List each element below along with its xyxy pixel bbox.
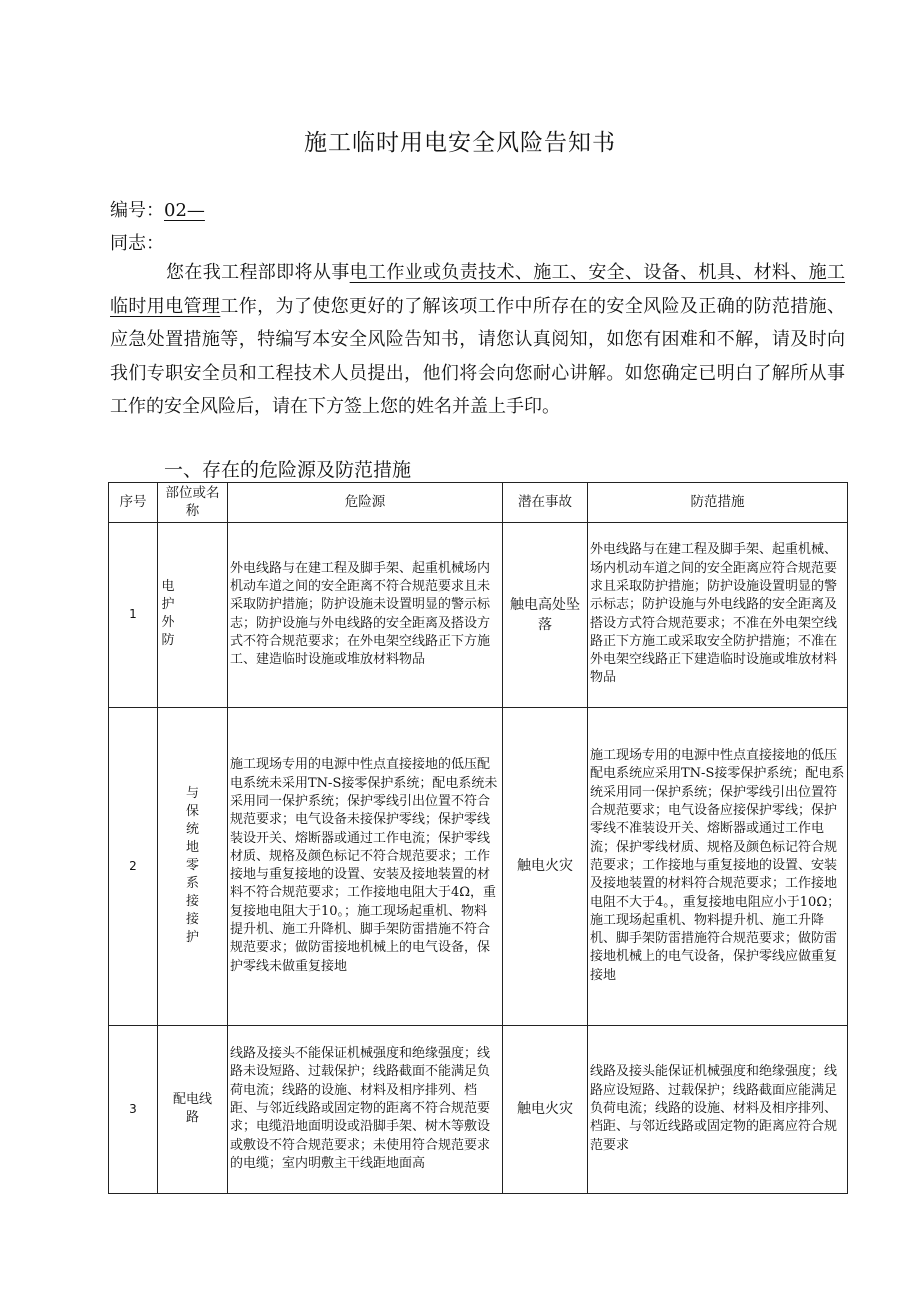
row-measure: 外电线路与在建工程及脚手架、起重机械、场内机动车道之间的安全距离应符合规范要求且采取防护措施；防护设施设置明显的警示标志；防护设施与外电线路的安全距离及搭设方式符合规范要求；不准在外电架空线路正下方施工或采取安全防护措施；不准在外电架空线路正下建造临时设施或堆放材料物品: [588, 522, 848, 707]
row-location: [158, 707, 228, 1025]
row-hazard: 施工现场专用的电源中性点直接接地的低压配电系统未采用TN-S接零保护系统；配电系统未采用同一保护系统；保护零线引出位置不符合规范要求；电气设备未接保护零线；保护零线装设开关、熔断器或通过工作电流；保护零线材质、规格及颜色标记不符合规范要求；工作接地与重复接地的设置、安装及接地装置的材料不符合规范要求；工作接地电阻大于4Ω，重复接地电阻大于10。；施工现场起重机、物料提升机、施工升降机、脚手架防雷措施不符合规范要求；做防雷接地机械上的电气设备，保护零线未做重复接地: [228, 707, 503, 1025]
intro-suffix: 工作，为了使您更好的了解该项工作中所存在的安全风险及正确的防范措施、应急处置措施等，特编写本安全风险告知书，请您认真阅知，如您有困难和不解，请及时向我们专职安全员和工程技术人员提出，他们将会向您耐心讲解。如您确定已明白了解所从事工作的安全风险后，请在下方签上您的姓名并盖上手印。: [110, 295, 846, 417]
row-accident: 触电高处坠落: [503, 522, 588, 707]
section-heading: 一、存在的危险源及防范措施: [164, 459, 412, 481]
document-number: [110, 196, 205, 222]
row-location-text: 电护外防: [161, 579, 175, 649]
row-hazard: 线路及接头不能保证机械强度和绝缘强度；线路未设短路、过载保护；线路截面不能满足负荷电流；线路的设施、材料及相序排列、档距、与邻近线路或固定物的距离不符合规范要求；电缆沿地面明设或沿脚手架、树木等敷设或敷设不符合规范要求；未使用符合规范要求的电缆；室内明敷主干线距地面高: [228, 1025, 503, 1193]
hazard-table: [108, 482, 848, 1194]
row-location-text: 与保统地零系接接护: [185, 785, 199, 945]
table-row: [109, 707, 848, 1025]
header-location: 部位或名称: [158, 483, 228, 523]
document-title: 施工临时用电安全风险告知书: [304, 130, 616, 156]
intro-prefix: 您在我工程部即将从事: [166, 262, 350, 283]
row-location: [158, 522, 228, 707]
row-location: [158, 1025, 228, 1193]
row-index: 1: [109, 522, 158, 707]
number-value: 02—: [164, 200, 205, 221]
header-measure: 防范措施: [588, 483, 848, 523]
intro-paragraph: [110, 256, 845, 424]
intro-underlined-role: 电工作业或负责技术、施工、安全、设备、机具、材料、施工临时用电管理: [110, 262, 846, 317]
header-index: 序号: [109, 483, 158, 523]
header-hazard: 危险源: [228, 483, 503, 523]
table-row: [109, 522, 848, 707]
row-accident: 触电火灾: [503, 707, 588, 1025]
row-location-text: 配电线路: [172, 1091, 212, 1125]
row-measure: 施工现场专用的电源中性点直接接地的低压配电系统应采用TN-S接零保护系统；配电系统采用同一保护系统；保护零线引出位置符合规范要求；电气设备应接保护零线；保护零线不准装设开关、熔断器或通过工作电流；保护零线材质、规格及颜色标记符合规范要求；工作接地与重复接地的设置、安装及接地装置的材料符合规范要求；工作接地电阻不大于4。，重复接地电阻应小于10Ω；施工现场起重机、物料提升机、施工升降机、脚手架防雷措施符合规范要求；做防雷接地机械上的电气设备，保护零线应做重复接地: [588, 707, 848, 1025]
greeting: 同志：: [110, 233, 164, 254]
row-hazard: 外电线路与在建工程及脚手架、起重机械场内机动车道之间的安全距离不符合规范要求且未采取防护措施；防护设施未设置明显的警示标志；防护设施与外电线路的安全距离及搭设方式不符合规范要求；在外电架空线路正下方施工、建造临时设施或堆放材料物品: [228, 522, 503, 707]
row-measure: 线路及接头能保证机械强度和绝缘强度；线路应设短路、过载保护；线路截面应能满足负荷电流；线路的设施、材料及相序排列、档距、与邻近线路或固定物的距离应符合规范要求: [588, 1025, 848, 1193]
table-row: [109, 1025, 848, 1193]
header-accident: 潜在事故: [503, 483, 588, 523]
row-index: 3: [109, 1025, 158, 1193]
number-label: 编号：: [110, 200, 164, 221]
table-header-row: [109, 483, 848, 523]
row-accident: 触电火灾: [503, 1025, 588, 1193]
row-index: 2: [109, 707, 158, 1025]
